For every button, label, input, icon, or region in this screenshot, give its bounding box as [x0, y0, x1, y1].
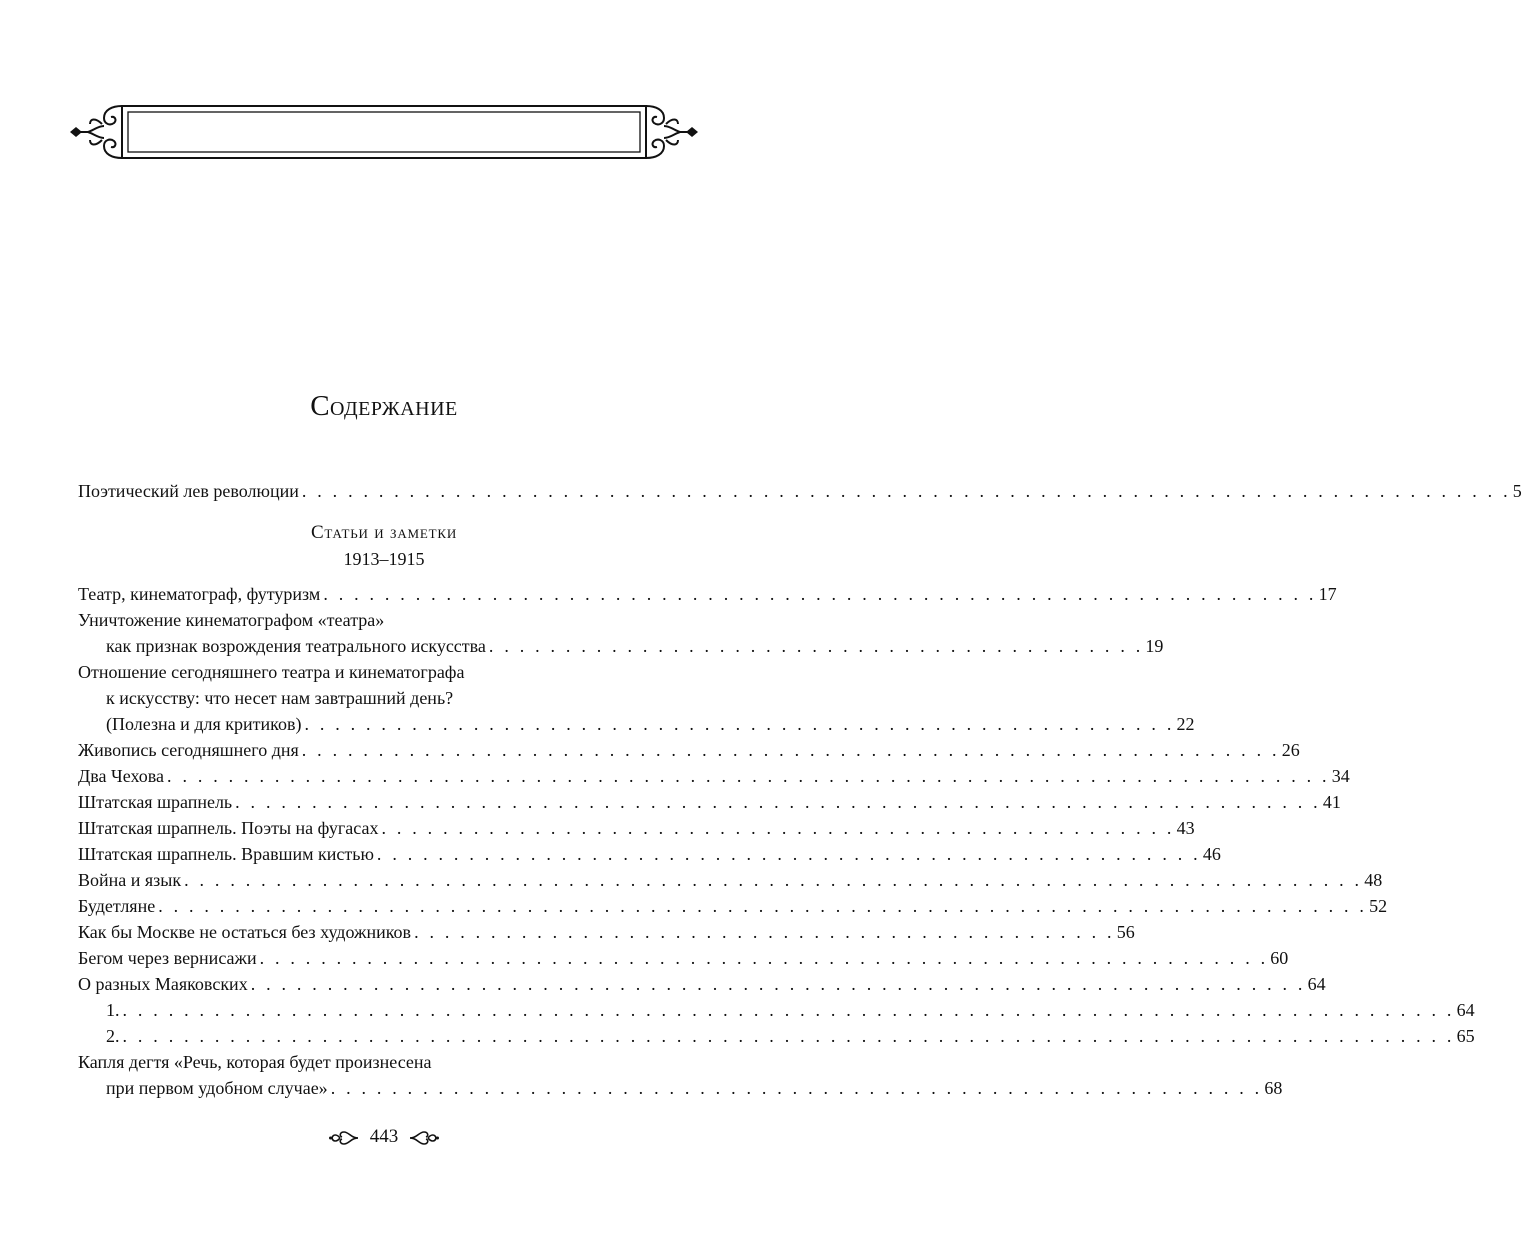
toc-entry-page: 64	[1307, 974, 1326, 994]
toc-subentry[interactable]	[106, 1023, 1475, 1049]
toc-entry-title: Живопись сегодняшнего дня	[78, 740, 299, 760]
leader-dots: . . . . . . . . . . . . . . . . . . . . . . . . . . . . . . . . . . . . . . . . . . . . . . . . . . . . . .	[376, 844, 1201, 864]
toc-entry-page: 60	[1270, 948, 1289, 968]
leader-dots: . . . . . . . . . . . . . . . . . . . . . . . . . . . . . . . . . . . . . . . . . . . . . . . . . . . . . . . . . . . . . . . . . . . . . . . . . . . . . . .	[301, 481, 1511, 501]
toc-entry-title: 2.	[106, 1026, 120, 1046]
toc-entry-page: 22	[1176, 714, 1195, 734]
toc-entry[interactable]	[78, 971, 1326, 997]
toc-entry-title: О разных Маяковских	[78, 974, 248, 994]
section-title: Статьи и заметки	[310, 522, 458, 543]
toc-entry[interactable]	[78, 867, 1383, 893]
leader-dots: . . . . . . . . . . . . . . . . . . . . . . . . . . . . . . . . . . . . . . . . . . . . . . . . . . . . . . . . . . . . . . . . . . . . .	[250, 974, 1306, 994]
toc-entry-title: Как бы Москве не остаться без художников	[78, 922, 412, 942]
toc-entry-title-cont: как признак возрождения театрального искусства	[106, 636, 486, 656]
toc-entry[interactable]	[78, 581, 1337, 607]
toc-entry-title-cont: (Полезна и для критиков)	[106, 714, 302, 734]
toc-entry-title: Война и язык	[78, 870, 182, 890]
toc-entry-page: 48	[1364, 870, 1383, 890]
toc-entry-title: Поэтический лев революции	[78, 481, 299, 501]
toc-entry-page: 5	[1512, 481, 1522, 501]
toc-entry[interactable]	[78, 789, 1341, 815]
leader-dots: . . . . . . . . . . . . . . . . . . . . . . . . . . . . . . . . . . . . . . . . . . . . . . . . . . . . . . . . . . . . . . . . . . . . . . . . . . . . . . . . . . . . . . .	[122, 1026, 1455, 1046]
leader-dots: . . . . . . . . . . . . . . . . . . . . . . . . . . . . . . . . . . . . . . . . . . . . . . . . . . . . . . . . . . . . . . . .	[301, 740, 1280, 760]
leader-dots: . . . . . . . . . . . . . . . . . . . . . . . . . . . . . . . . . . . . . . . . . . . . . . . . . . . . . . . . . . . . . . . . .	[323, 584, 1317, 604]
leader-dots: . . . . . . . . . . . . . . . . . . . . . . . . . . . . . . . . . . . . . . . . . . . . . . . . . . . . . . . . . . . . . . . . . . . . . . . . . . . . .	[184, 870, 1363, 890]
toc-entry-title-cont: к искусству: что несет нам завтрашний день?	[106, 688, 454, 708]
toc-entry-page: 34	[1331, 766, 1350, 786]
toc-entry-continuation[interactable]	[106, 1075, 1283, 1101]
leader-dots: . . . . . . . . . . . . . . . . . . . . . . . . . . . . . . . . . . . . . . . . . . . . . . . . . . . .	[381, 818, 1175, 838]
toc-entry-continuation[interactable]	[106, 685, 646, 711]
toc-entry-title: Бегом через вернисажи	[78, 948, 257, 968]
toc-entry-line[interactable]	[78, 607, 646, 633]
toc-entry-page: 56	[1116, 922, 1135, 942]
toc-entry-title: Отношение сегодняшнего театра и кинематографа	[78, 662, 465, 682]
toc-subentry[interactable]	[106, 997, 1475, 1023]
section-heading	[0, 520, 768, 572]
toc-entry[interactable]	[78, 841, 1221, 867]
page-title: Содержание	[310, 390, 458, 422]
toc-entry-page: 19	[1145, 636, 1164, 656]
toc-entry-intro[interactable]	[78, 478, 1522, 504]
leader-dots: . . . . . . . . . . . . . . . . . . . . . . . . . . . . . . . . . . . . . . . . . . .	[488, 636, 1144, 656]
toc-entry[interactable]	[78, 919, 1135, 945]
leader-dots: . . . . . . . . . . . . . . . . . . . . . . . . . . . . . . . . . . . . . . . . . . . . . . . . . . . . . . . . . . . . . . . . . . . . . . . . . . . . . . . . . . . . . . .	[122, 1000, 1455, 1020]
page-number: 443	[369, 1126, 399, 1147]
toc-entry-title: Капля дегтя «Речь, которая будет произнесена	[78, 1052, 432, 1072]
toc-entry[interactable]	[78, 763, 1350, 789]
toc-entry-page: 26	[1281, 740, 1300, 760]
toc-entry-title: Уничтожение кинематографом «театра»	[78, 610, 385, 630]
toc-entry-title: Штатская шрапнель. Вравшим кистью	[78, 844, 374, 864]
left-flourish-icon	[329, 1129, 359, 1147]
toc-entry[interactable]	[78, 815, 1195, 841]
toc-entry-line[interactable]	[78, 659, 646, 685]
toc-entry-title: Штатская шрапнель. Поэты на фугасах	[78, 818, 379, 838]
leader-dots: . . . . . . . . . . . . . . . . . . . . . . . . . . . . . . . . . . . . . . . . . . . . . .	[414, 922, 1115, 942]
toc-entry-page: 46	[1202, 844, 1221, 864]
right-flourish-icon	[409, 1129, 439, 1147]
toc-entry-title: 1.	[106, 1000, 120, 1020]
leader-dots: . . . . . . . . . . . . . . . . . . . . . . . . . . . . . . . . . . . . . . . . . . . . . . . . . . . . . . . . . . . . . . . . . . . . . . . . . . . .	[167, 766, 1330, 786]
toc-entry-line[interactable]	[78, 1049, 646, 1075]
toc-entry-title-cont: при первом удобном случае»	[106, 1078, 328, 1098]
toc-entry-title: Театр, кинематограф, футуризм	[78, 584, 321, 604]
leader-dots: . . . . . . . . . . . . . . . . . . . . . . . . . . . . . . . . . . . . . . . . . . . . . . . . . . . . . . . . . . . . . . . . . .	[259, 948, 1269, 968]
toc-entry[interactable]	[78, 945, 1289, 971]
toc-entry-title: Штатская шрапнель	[78, 792, 233, 812]
toc-entry[interactable]	[78, 737, 1300, 763]
toc-entry-page: 52	[1369, 896, 1388, 916]
section-years: 1913–1915	[343, 549, 425, 569]
toc-entry-page: 68	[1264, 1078, 1283, 1098]
leader-dots: . . . . . . . . . . . . . . . . . . . . . . . . . . . . . . . . . . . . . . . . . . . . . . . . . . . . . . . . . . . . . . . . . . . . . . . . . . . . . . .	[158, 896, 1368, 916]
toc-entry-continuation[interactable]	[106, 633, 1164, 659]
header-ornament-frame	[66, 96, 702, 168]
page-footer	[0, 1122, 768, 1152]
toc-entry-page: 43	[1176, 818, 1195, 838]
toc-entry-title: Будетляне	[78, 896, 156, 916]
leader-dots: . . . . . . . . . . . . . . . . . . . . . . . . . . . . . . . . . . . . . . . . . . . . . . . . . . . . . . . . . . . . . . . . . . . . . . .	[235, 792, 1321, 812]
toc-entry-page: 65	[1456, 1026, 1475, 1046]
toc-entry-title: Два Чехова	[78, 766, 165, 786]
toc-entry-page: 41	[1322, 792, 1341, 812]
leader-dots: . . . . . . . . . . . . . . . . . . . . . . . . . . . . . . . . . . . . . . . . . . . . . . . . . . . . . . . . .	[304, 714, 1175, 734]
leader-dots: . . . . . . . . . . . . . . . . . . . . . . . . . . . . . . . . . . . . . . . . . . . . . . . . . . . . . . . . . . . . .	[330, 1078, 1263, 1098]
toc-entry-page: 17	[1318, 584, 1337, 604]
toc-entry-continuation[interactable]	[106, 711, 1195, 737]
toc-entry[interactable]	[78, 893, 1388, 919]
toc-entry-page: 64	[1456, 1000, 1475, 1020]
